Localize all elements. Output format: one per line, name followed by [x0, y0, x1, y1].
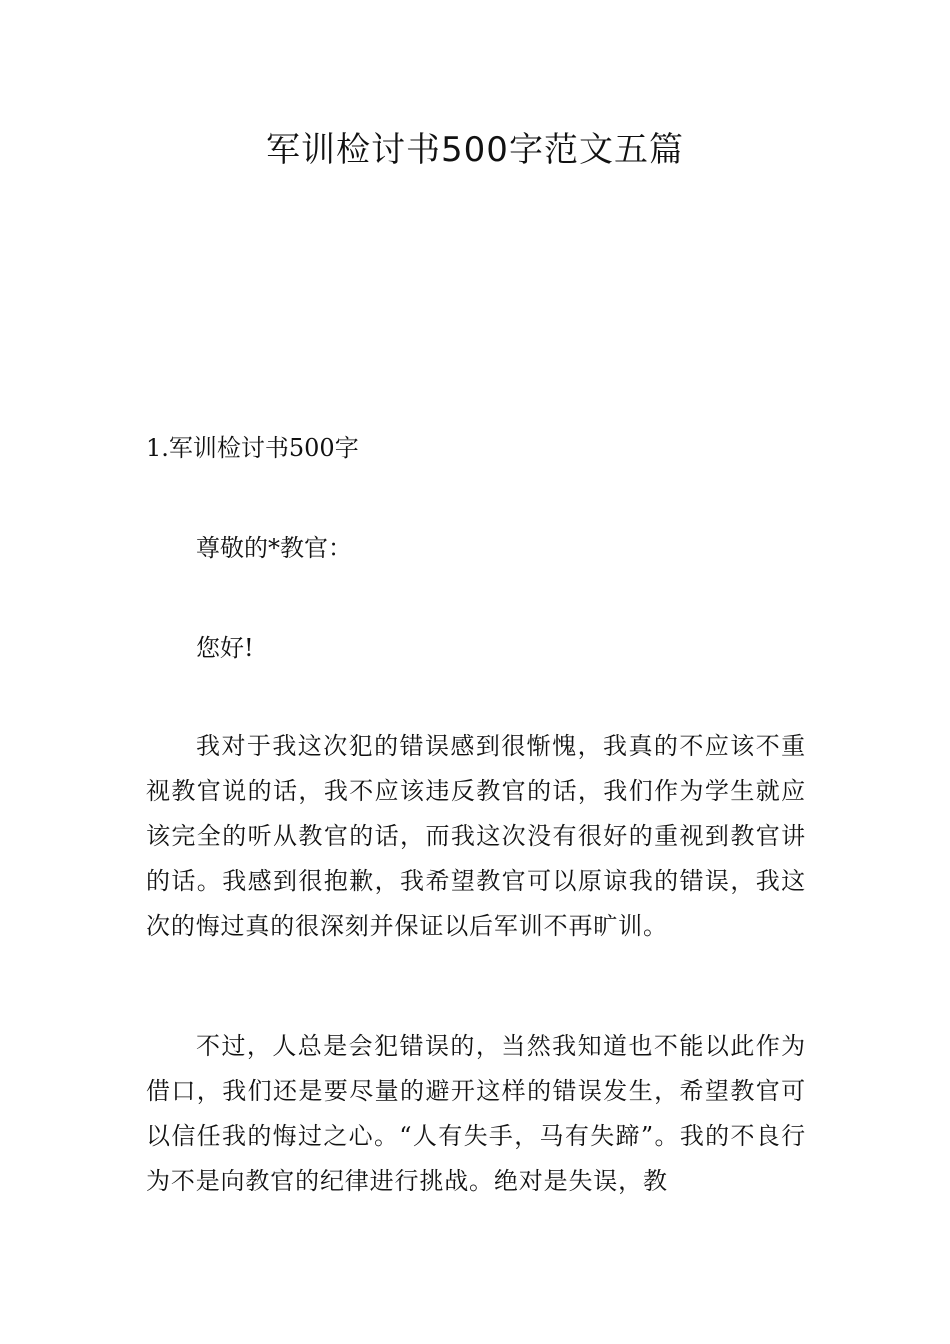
section-heading: 1.军训检讨书500字: [146, 434, 359, 462]
body-paragraph: 不过，人总是会犯错误的，当然我知道也不能以此作为借口，我们还是要尽量的避开这样的错误发生，希望教官可以信任我的悔过之心。“人有失手，马有失蹄”。我的不良行为不是向教官的纪律进行挑战。绝对是失误，教: [146, 1032, 806, 1195]
greeting: 您好!: [196, 634, 254, 662]
salutation: 尊敬的*教官：: [196, 534, 352, 562]
body-paragraph: 我对于我这次犯的错误感到很惭愧，我真的不应该不重视教官说的话，我不应该违反教官的话，我们作为学生就应该完全的听从教官的话，而我这次没有很好的重视到教官讲的话。我感到很抱歉，我希望教官可以原谅我的错误，我这次的悔过真的很深刻并保证以后军训不再旷训。: [146, 732, 806, 940]
document-title: 军训检讨书500字范文五篇: [266, 130, 684, 170]
